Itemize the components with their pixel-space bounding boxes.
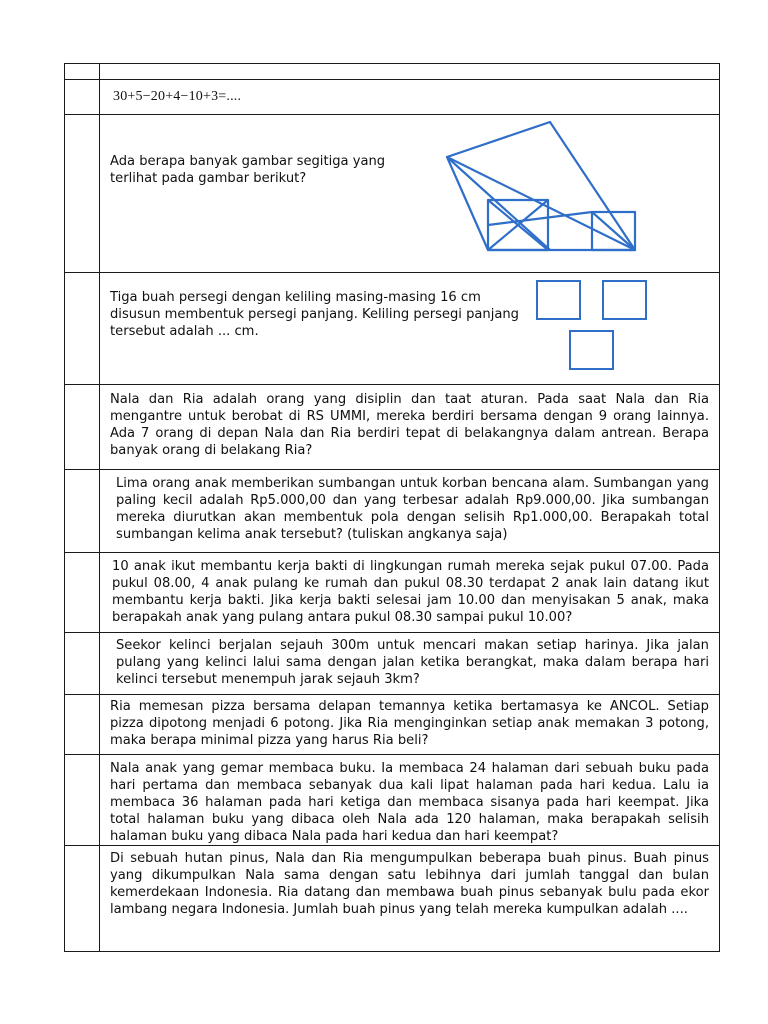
table-row	[65, 80, 720, 115]
table-row	[65, 470, 720, 553]
question-cell	[100, 695, 720, 755]
question-text: Di sebuah hutan pinus, Nala dan Ria mengumpulkan beberapa buah pinus. Buah pinus yang dikumpulkan Nala sama dengan satu lebihnya dari jumlah tanggal dan bulan kemerdekaan Indonesia. Ria datang dan membawa buah pinus sebanyak bulu pada ekor lambang negara Indonesia. Jumlah buah pinus yang telah mereka kumpulkan adalah ....	[110, 851, 709, 917]
table-row	[65, 115, 720, 273]
number-cell	[65, 273, 100, 385]
question-cell	[100, 115, 720, 273]
number-cell	[65, 64, 100, 80]
question-text: 30+5−20+4−10+3=....	[113, 89, 242, 104]
worksheet-table	[64, 63, 720, 952]
question-text: 10 anak ikut membantu kerja bakti di lingkungan rumah mereka sejak pukul 07.00. Pada pukul 08.00, 4 anak pulang ke rumah dan pukul 08.30 terdapat 2 anak lain datang ikut membantu kerja bakti. Jika kerja bakti selesai jam 10.00 dan menyisakan 5 anak, maka berapakah anak yang pulang antara pukul 08.30 sampai pukul 10.00?	[112, 559, 709, 625]
number-cell	[65, 115, 100, 273]
number-cell	[65, 755, 100, 846]
question-cell	[100, 80, 720, 115]
number-cell	[65, 553, 100, 633]
table-row	[65, 695, 720, 755]
question-text: Ria memesan pizza bersama delapan temannya ketika bertamasya ke ANCOL. Setiap pizza dipotong menjadi 6 potong. Jika Ria menginginkan setiap anak memakan 3 potong, maka berapa minimal pizza yang harus Ria beli?	[110, 699, 709, 748]
table-row	[65, 846, 720, 952]
triangle-count-figure-icon	[440, 117, 640, 257]
table-row	[65, 385, 720, 470]
table-row	[65, 633, 720, 695]
number-cell	[65, 633, 100, 695]
question-cell	[100, 553, 720, 633]
question-cell	[100, 64, 720, 80]
question-cell	[100, 273, 720, 385]
question-text: Lima orang anak memberikan sumbangan untuk korban bencana alam. Sumbangan yang paling kecil adalah Rp5.000,00 dan yang terbesar adalah Rp9.000,00. Jika sumbangan mereka diurutkan akan membentuk pola dengan selisih Rp1.000,00. Berapakah total sumbangan kelima anak tersebut? (tuliskan angkanya saja)	[116, 476, 709, 542]
question-cell	[100, 846, 720, 952]
three-squares-figure-icon	[536, 280, 656, 370]
number-cell	[65, 695, 100, 755]
table-row	[65, 273, 720, 385]
number-cell	[65, 385, 100, 470]
question-cell	[100, 385, 720, 470]
question-cell	[100, 470, 720, 553]
question-text: Ada berapa banyak gambar segitiga yang terlihat pada gambar berikut?	[110, 154, 386, 186]
table-row	[65, 755, 720, 846]
number-cell	[65, 846, 100, 952]
number-cell	[65, 470, 100, 553]
question-text: Nala anak yang gemar membaca buku. Ia membaca 24 halaman dari sebuah buku pada hari pertama dan membaca sebanyak dua kali lipat halaman pada hari kedua. Lalu ia membaca 36 halaman pada hari ketiga dan membaca sisanya pada hari keempat. Jika total halaman buku yang dibaca oleh Nala ada 120 halaman, maka berapakah selisih halaman buku yang dibaca Nala pada hari kedua dan hari keempat?	[110, 761, 709, 844]
question-text: Tiga buah persegi dengan keliling masing-masing 16 cm disusun membentuk persegi panjang. Keliling persegi panjang tersebut adalah ... cm.	[110, 290, 519, 339]
question-cell	[100, 755, 720, 846]
question-text: Seekor kelinci berjalan sejauh 300m untuk mencari makan setiap harinya. Jika jalan pulang yang kelinci lalui sama dengan jalan ketika berangkat, maka dalam berapa hari kelinci tersebut menempuh jarak sejauh 3km?	[116, 638, 709, 687]
table-row	[65, 553, 720, 633]
table-row	[65, 64, 720, 80]
number-cell	[65, 80, 100, 115]
question-cell	[100, 633, 720, 695]
question-text: Nala dan Ria adalah orang yang disiplin dan taat aturan. Pada saat Nala dan Ria mengantre untuk berobat di RS UMMI, mereka berdiri bersama dengan 9 orang lainnya. Ada 7 orang di depan Nala dan Ria berdiri tepat di belakangnya dalam antrean. Berapa banyak orang di belakang Ria?	[110, 392, 709, 458]
